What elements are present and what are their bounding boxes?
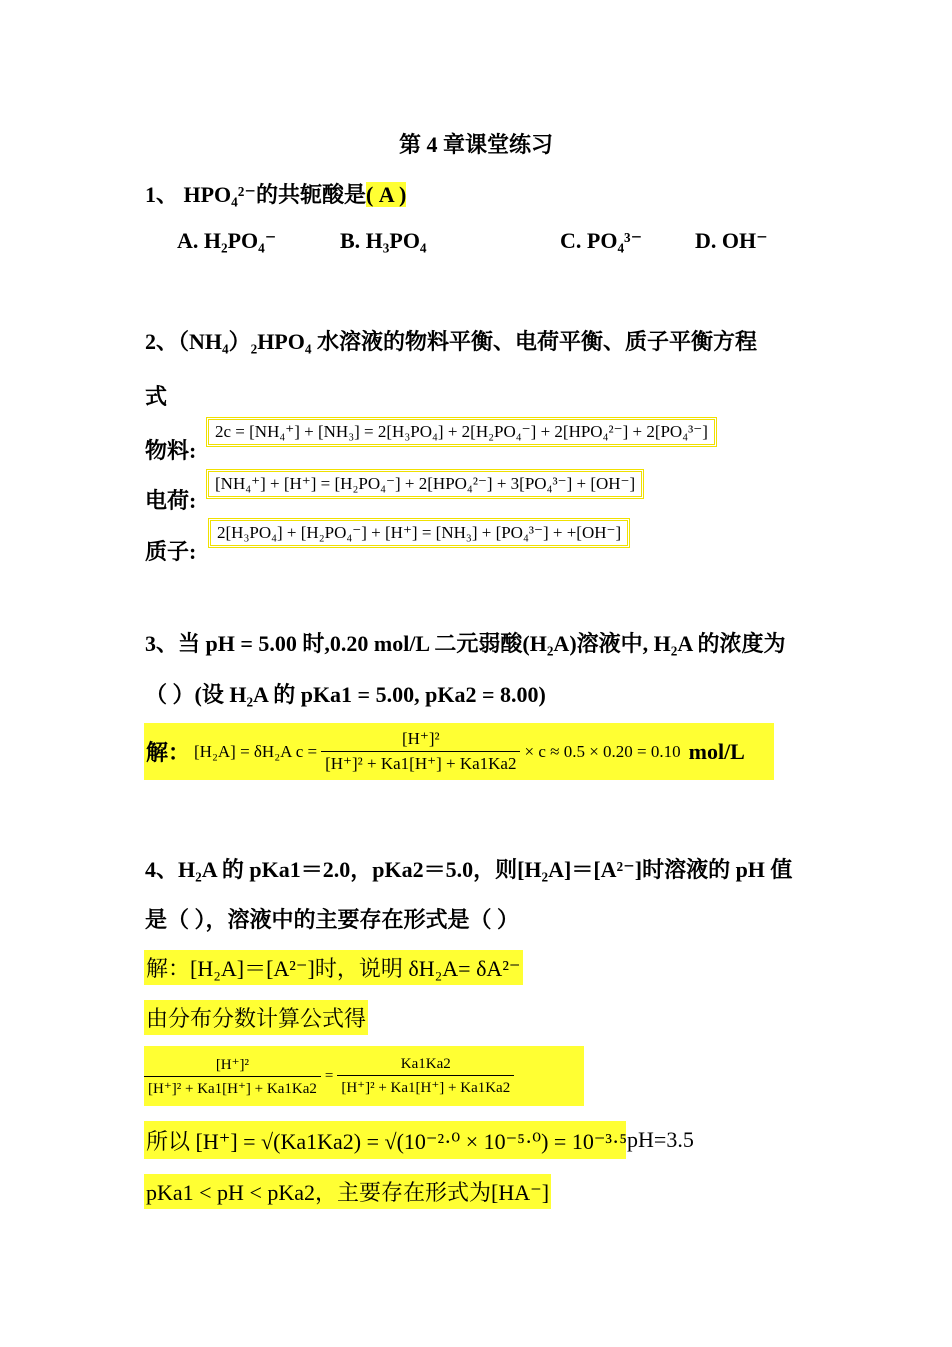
q3-solution-label: 解：: [146, 740, 191, 765]
q4-right-denominator: [H⁺]² + Ka1[H⁺] + Ka1Ka2: [341, 1079, 511, 1096]
q4-right-numerator: Ka1Ka2: [337, 1056, 514, 1076]
proton-balance-equation: 2[H₃PO₄] + [H₂PO₄⁻] + [H⁺] = [NH₃] + [PO₄³⁻] + +[OH⁻]: [208, 518, 630, 548]
page-title: 第 4 章课堂练习: [398, 132, 553, 157]
q1-option-b: B. H₃PO₄: [340, 228, 427, 253]
q4-fraction-equation: [144, 1046, 584, 1106]
q3-fraction-numerator: [H⁺]²: [321, 729, 520, 752]
proton-label: 质子:: [145, 539, 197, 564]
charge-balance-equation: [NH₄⁺] + [H⁺] = [H₂PO₄⁻] + 2[HPO₄²⁻] + 3[PO₄³⁻] + [OH⁻]: [206, 469, 644, 499]
q3-stem-line2: （ ）(设 H₂A 的 pKa1 = 5.00, pKa2 = 8.00): [145, 682, 546, 707]
q4-solution-line4: pKa1 < pH < pKa2，主要存在形式为[HA⁻]: [144, 1174, 551, 1209]
q3-stem-line1: 3、当 pH = 5.00 时,0.20 mol/L 二元弱酸(H₂A)溶液中, H₂A 的浓度为: [145, 631, 786, 656]
q2-stem-line1: 2、（NH₄）₂HPO₄ 水溶液的物料平衡、电荷平衡、质子平衡方程: [145, 329, 757, 354]
q3-solution-unit: mol/L: [688, 738, 745, 764]
q4-equals-sign: =: [324, 1067, 334, 1084]
q3-solution-lhs: [H₂A] = δH₂A c =: [194, 741, 318, 761]
q3-solution: [146, 723, 745, 780]
q3-solution-rhs: × c ≈ 0.5 × 0.20 = 0.10: [524, 741, 681, 761]
q1-option-c: C. PO₄³⁻: [560, 228, 643, 253]
q1-option-d: D. OH⁻: [695, 228, 768, 253]
q4-solution-line1: 解：[H₂A]＝[A²⁻]时，说明 δH₂A= δA²⁻: [144, 950, 523, 985]
q4-left-fraction: [144, 1055, 321, 1098]
q2-stem-line2: 式: [145, 384, 168, 409]
q3-fraction-denominator: [H⁺]² + Ka1[H⁺] + Ka1Ka2: [325, 754, 517, 773]
q4-right-fraction: [337, 1056, 514, 1097]
material-label: 物料:: [145, 438, 197, 463]
q4-solution-line3-row: [144, 1121, 694, 1159]
q4-solution-line2: 由分布分数计算公式得: [144, 1000, 368, 1035]
q1-stem-row: [145, 178, 406, 209]
q3-solution-fraction: [321, 729, 520, 774]
q4-left-numerator: [H⁺]²: [144, 1055, 321, 1077]
q4-left-denominator: [H⁺]² + Ka1[H⁺] + Ka1Ka2: [148, 1080, 317, 1097]
q1-stem: 1、 HPO₄²⁻的共轭酸是: [145, 182, 366, 207]
q4-stem-line2: 是（ ），溶液中的主要存在形式是（ ）: [145, 907, 520, 932]
q1-answer: ( A ): [365, 182, 407, 207]
q4-solution-line3: 所以 [H⁺] = √(Ka1Ka2) = √(10⁻²·⁰ × 10⁻⁵·⁰) = 10⁻³·⁵: [146, 1128, 628, 1154]
q4-ph-result: pH=3.5: [627, 1127, 694, 1152]
material-balance-equation: 2c = [NH₄⁺] + [NH₃] = 2[H₃PO₄] + 2[H₂PO₄⁻] + 2[HPO₄²⁻] + 2[PO₄³⁻]: [206, 417, 717, 447]
q4-stem-line1: 4、H₂A 的 pKa1＝2.0，pKa2＝5.0，则[H₂A]＝[A²⁻]时溶液的 pH 值: [145, 857, 793, 882]
q1-option-a: A. H₂PO₄⁻: [177, 228, 277, 253]
charge-label: 电荷:: [145, 488, 197, 513]
